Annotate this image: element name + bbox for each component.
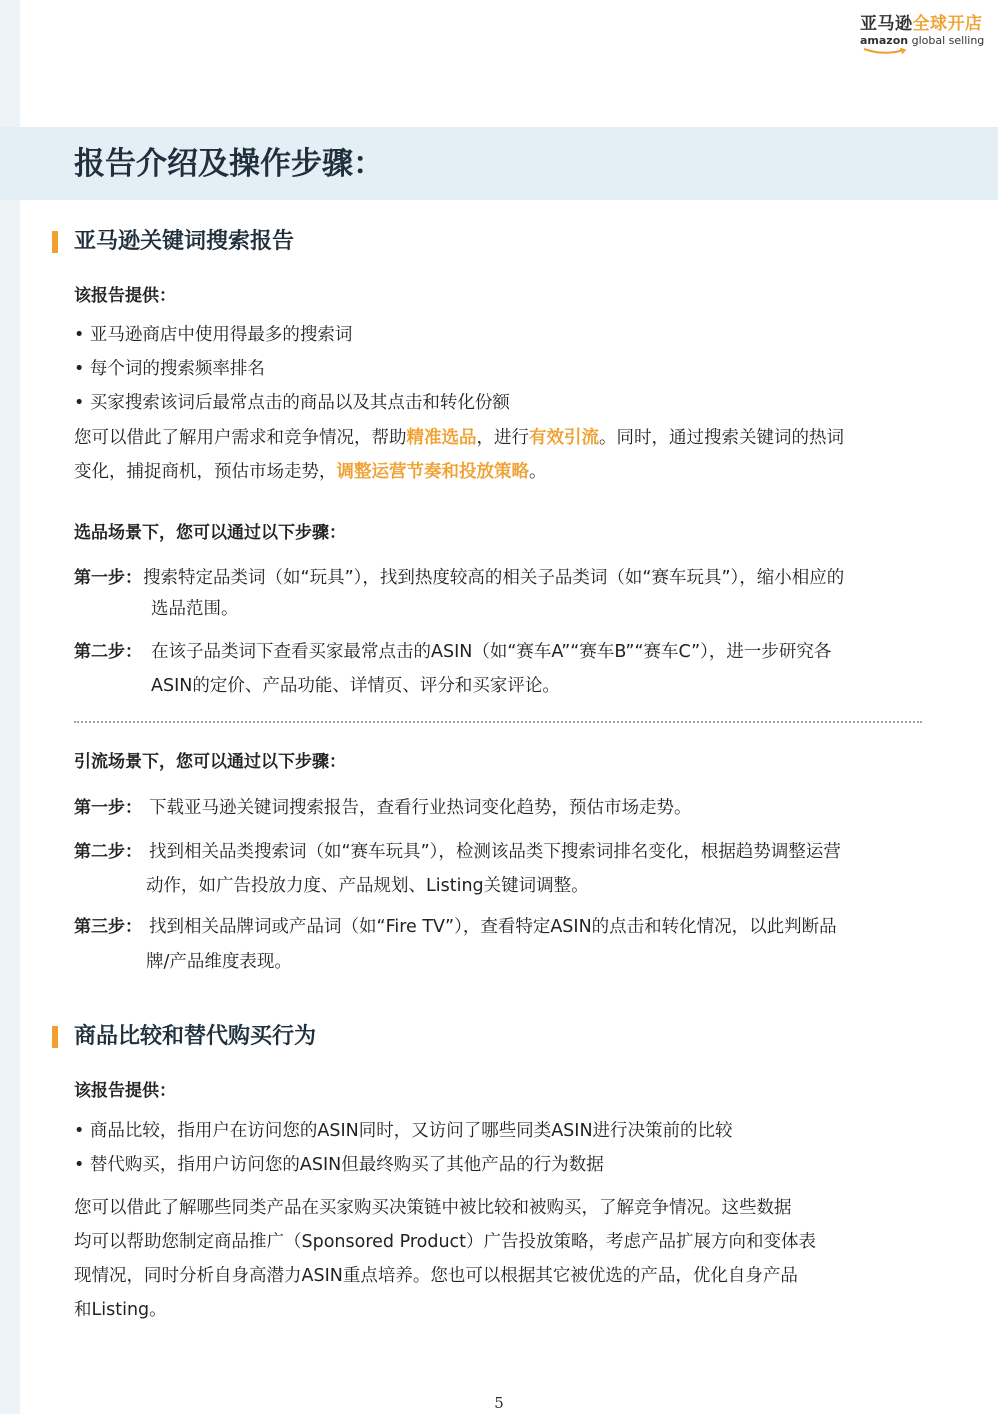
step-text: 下载亚马逊关键词搜索报告，查看行业热词变化趋势，预估市场走势。 bbox=[149, 798, 692, 818]
highlight-text: 调整运营节奏和投放策略 bbox=[336, 462, 529, 482]
step-label: 第三步： bbox=[74, 917, 142, 937]
section-title-product-comparison: 商品比较和替代购买行为 bbox=[74, 1024, 317, 1049]
section-accent-bar bbox=[52, 1026, 58, 1048]
paragraph-line: 和Listing。 bbox=[74, 1300, 167, 1320]
logo-en-light: global selling bbox=[908, 34, 985, 47]
step-text: 搜索特定品类词（如“玩具”），找到热度较高的相关子品类词（如“赛车玩具”），缩小相应的 bbox=[143, 568, 845, 588]
bullet-item: • 每个词的搜索频率排名 bbox=[74, 359, 265, 379]
provides-label: 该报告提供： bbox=[74, 286, 176, 306]
bullet-item: • 替代购买，指用户访问您的ASIN但最终购买了其他产品的行为数据 bbox=[74, 1155, 604, 1175]
left-margin-strip bbox=[0, 0, 20, 1414]
paragraph-line: 您可以借此了解哪些同类产品在买家购买决策链中被比较和被购买，了解竞争情况。这些数据 bbox=[74, 1198, 792, 1218]
step-text: 动作，如广告投放力度、产品规划、Listing关键词调整。 bbox=[146, 876, 589, 896]
logo-cn-orange: 全球开店 bbox=[912, 14, 983, 34]
traffic-scenario-heading: 引流场景下，您可以通过以下步骤： bbox=[74, 752, 346, 772]
section-accent-bar bbox=[52, 231, 58, 253]
step-text: ASIN的定价、产品功能、详情页、评分和买家评论。 bbox=[151, 676, 560, 696]
step-text: 在该子品类词下查看买家最常点击的ASIN（如“赛车A”“赛车B”“赛车C”），进一步研究各 bbox=[151, 642, 832, 662]
section-title-keyword-report: 亚马逊关键词搜索报告 bbox=[74, 229, 295, 254]
page-title: 报告介绍及操作步骤： bbox=[74, 146, 384, 182]
step-text: 找到相关品牌词或产品词（如“Fire TV”），查看特定ASIN的点击和转化情况，以此判断品 bbox=[149, 917, 837, 937]
logo-en-bold: amazon bbox=[860, 34, 909, 47]
step-label: 第二步： bbox=[74, 642, 142, 662]
paragraph-line: 均可以帮助您制定商品推广（Sponsored Product）广告投放策略，考虑产品扩展方向和变体表 bbox=[74, 1232, 817, 1252]
logo-cn-dark: 亚马逊 bbox=[860, 14, 913, 34]
step-label: 第二步： bbox=[74, 842, 142, 862]
bullet-item: • 亚马逊商店中使用得最多的搜索词 bbox=[74, 325, 353, 345]
paragraph-text: 。 bbox=[529, 462, 547, 482]
step-label: 第一步： bbox=[74, 568, 142, 588]
dotted-divider bbox=[74, 721, 922, 723]
step-text: 找到相关品类搜索词（如“赛车玩具”），检测该品类下搜索词排名变化，根据趋势调整运营 bbox=[149, 842, 841, 862]
bullet-item: • 商品比较，指用户在访问您的ASIN同时，又访问了哪些同类ASIN进行决策前的比较 bbox=[74, 1121, 733, 1141]
selection-scenario-heading: 选品场景下，您可以通过以下步骤： bbox=[74, 523, 346, 543]
logo-chinese-text bbox=[860, 14, 992, 34]
bullet-item: • 买家搜索该词后最常点击的商品以及其点击和转化份额 bbox=[74, 393, 510, 413]
logo-english-text bbox=[860, 34, 992, 48]
highlight-text: 有效引流 bbox=[529, 428, 599, 448]
paragraph-text: ，进行 bbox=[476, 428, 529, 448]
page-number: 5 bbox=[494, 1394, 504, 1412]
amazon-global-selling-logo bbox=[860, 14, 992, 55]
provides-label: 该报告提供： bbox=[74, 1081, 176, 1101]
intro-paragraph-line bbox=[74, 460, 547, 484]
paragraph-line: 现情况，同时分析自身高潜力ASIN重点培养。您也可以根据其它被优选的产品，优化自身产品 bbox=[74, 1266, 798, 1286]
step-text: 选品范围。 bbox=[151, 599, 239, 619]
amazon-smile-icon bbox=[862, 48, 908, 55]
intro-paragraph-line bbox=[74, 426, 844, 450]
paragraph-text: 。同时，通过搜索关键词的热词 bbox=[599, 428, 844, 448]
step-text: 牌/产品维度表现。 bbox=[146, 952, 292, 972]
paragraph-text: 变化，捕捉商机，预估市场走势， bbox=[74, 462, 337, 482]
paragraph-text: 您可以借此了解用户需求和竞争情况，帮助 bbox=[74, 428, 407, 448]
step-label: 第一步： bbox=[74, 798, 142, 818]
highlight-text: 精准选品 bbox=[406, 428, 477, 448]
